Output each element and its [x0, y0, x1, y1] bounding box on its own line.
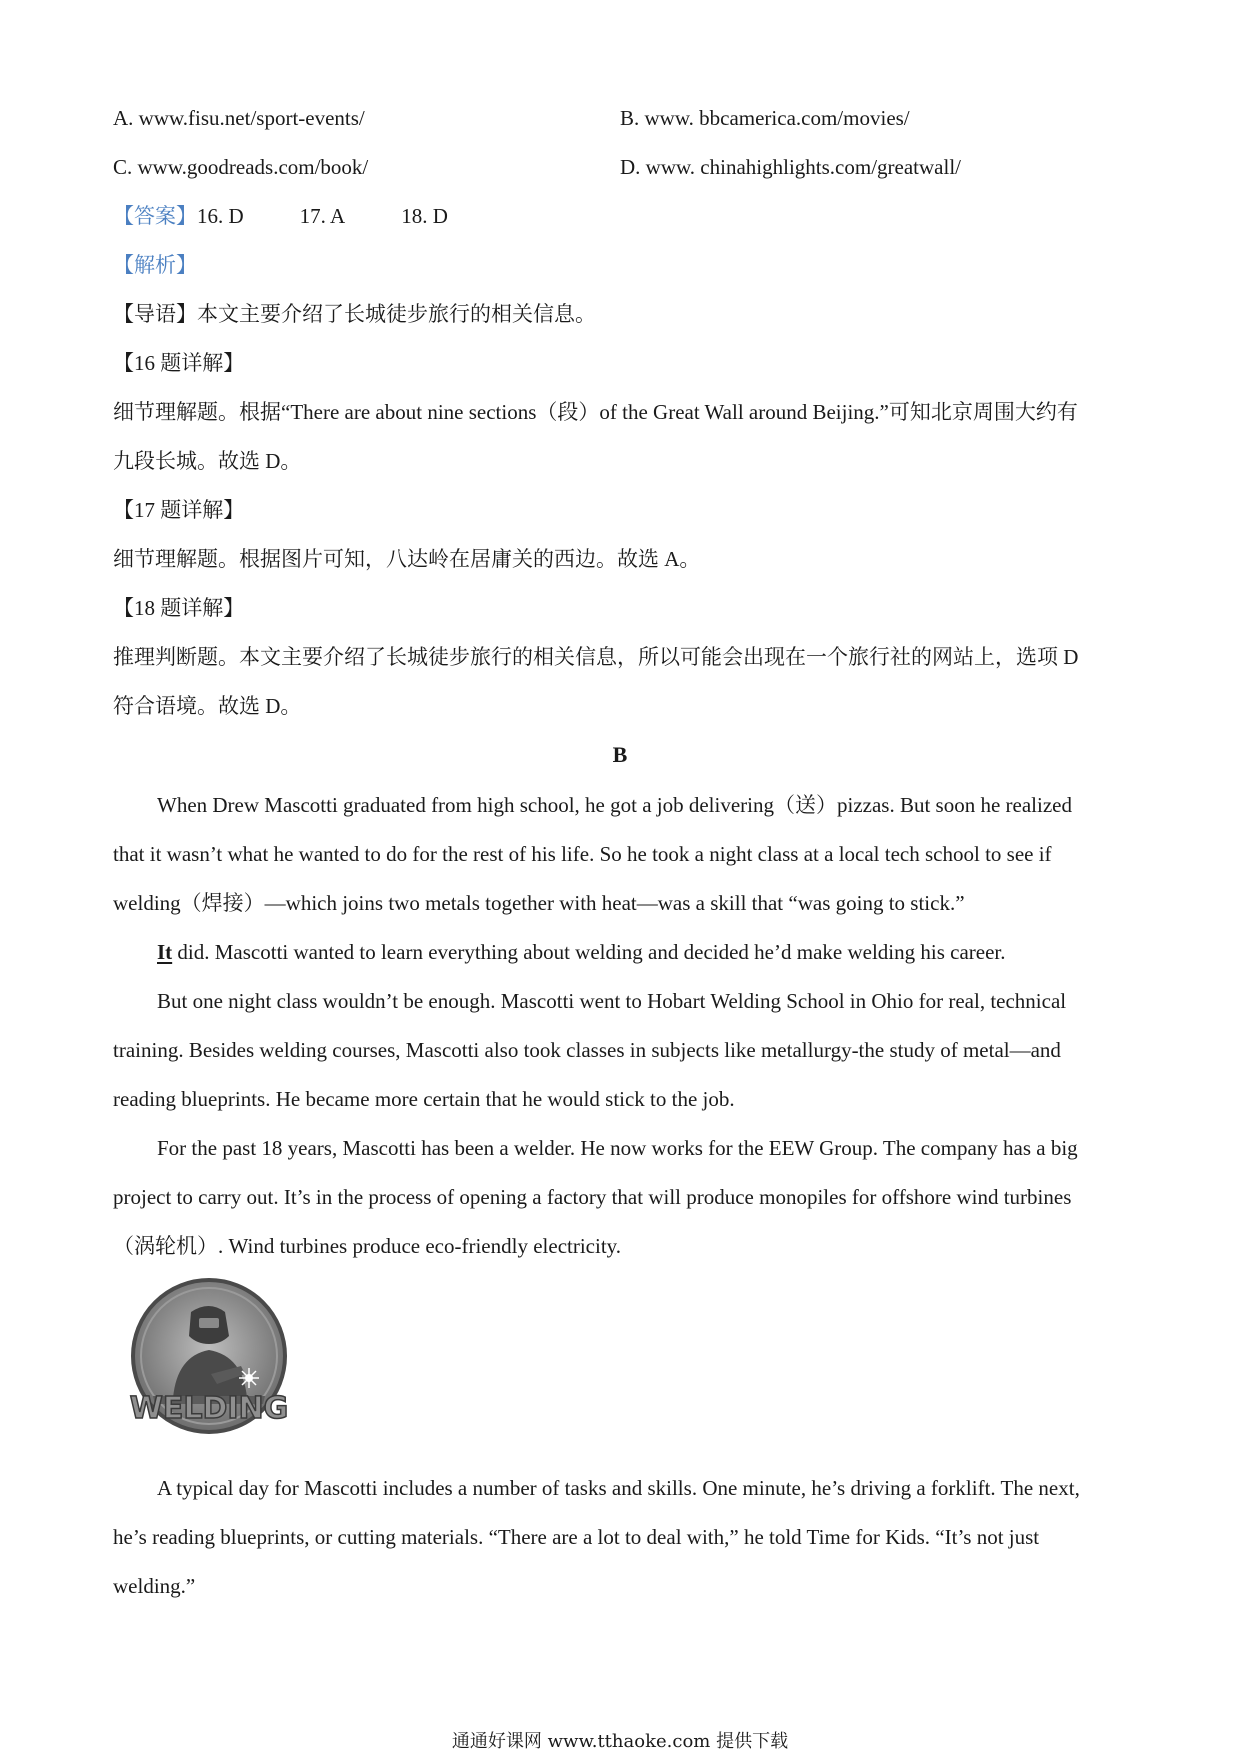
q18-line1: 推理判断题。本文主要介绍了长城徒步旅行的相关信息，所以可能会出现在一个旅行社的网站上，选项 D	[113, 645, 1079, 669]
spark-icon	[239, 1368, 259, 1388]
p3-line3: reading blueprints. He became more certain that he would stick to the job.	[113, 1087, 735, 1111]
underlined-it: It	[157, 940, 173, 964]
p2-rest: did. Mascotti wanted to learn everything about welding and decided he’d make welding his career.	[172, 940, 1006, 964]
q17-line1: 细节理解题。根据图片可知，八达岭在居庸关的西边。故选 A。	[113, 547, 701, 571]
q16-line1: 细节理解题。根据“There are about nine sections（段）of the Great Wall around Beijing.”可知北京周围大约有	[113, 400, 1078, 424]
p4-line3: （涡轮机）. Wind turbines produce eco-friendly electricity.	[113, 1234, 622, 1258]
p5-line1: A typical day for Mascotti includes a number of tasks and skills. One minute, he’s driving a forklift. The next,	[157, 1476, 1080, 1500]
p3-line2: training. Besides welding courses, Mascotti also took classes in subjects like metallurgy-the study of metal—and	[113, 1038, 1061, 1062]
p4-line2: project to carry out. It’s in the process of opening a factory that will produce monopiles for offshore wind turbines	[113, 1185, 1072, 1209]
p3-line1: But one night class wouldn’t be enough. Mascotti went to Hobart Welding School in Ohio for real, technical	[157, 989, 1067, 1013]
q16-line2: 九段长城。故选 D。	[113, 449, 302, 473]
answer-17: 17. A	[299, 204, 346, 228]
passage-heading: B	[612, 742, 628, 767]
p4-line1: For the past 18 years, Mascotti has been a welder. He now works for the EEW Group. The company has a big	[157, 1136, 1078, 1160]
answer-line	[113, 202, 448, 230]
answer-18: 18. D	[401, 204, 448, 228]
answer-16: 16. D	[197, 204, 244, 228]
p1-line3: welding（焊接）—which joins two metals together with heat—was a skill that “was going to stick.”	[113, 891, 965, 915]
option-a: A. www.fisu.net/sport-events/	[113, 106, 365, 130]
p5-line2: he’s reading blueprints, or cutting materials. “There are a lot to deal with,” he told Time for Kids. “It’s not just	[113, 1525, 1040, 1549]
q16-heading: 【16 题详解】	[113, 351, 245, 375]
q17-heading: 【17 题详解】	[113, 498, 245, 522]
intro: 【导语】本文主要介绍了长城徒步旅行的相关信息。	[113, 302, 596, 326]
p1-line1: When Drew Mascotti graduated from high school, he got a job delivering（送）pizzas. But soon he realized	[157, 793, 1072, 817]
option-b: B. www. bbcamerica.com/movies/	[620, 106, 910, 130]
logo-text: WELDING	[129, 1391, 289, 1426]
p5-line3: welding.”	[113, 1574, 196, 1598]
p2-line	[157, 938, 1006, 966]
footer: 通通好课网 www.tthaoke.com 提供下载	[451, 1731, 789, 1752]
p1-line2: that it wasn’t what he wanted to do for the rest of his life. So he took a night class at a local tech school to see if	[113, 842, 1052, 866]
welding-logo	[113, 1278, 305, 1446]
option-c: C. www.goodreads.com/book/	[113, 155, 369, 179]
answer-label: 【答案】	[113, 204, 197, 228]
option-d: D. www. chinahighlights.com/greatwall/	[620, 155, 961, 179]
q18-line2: 符合语境。故选 D。	[113, 694, 302, 718]
analysis-label: 【解析】	[113, 253, 197, 277]
q18-heading: 【18 题详解】	[113, 596, 245, 620]
